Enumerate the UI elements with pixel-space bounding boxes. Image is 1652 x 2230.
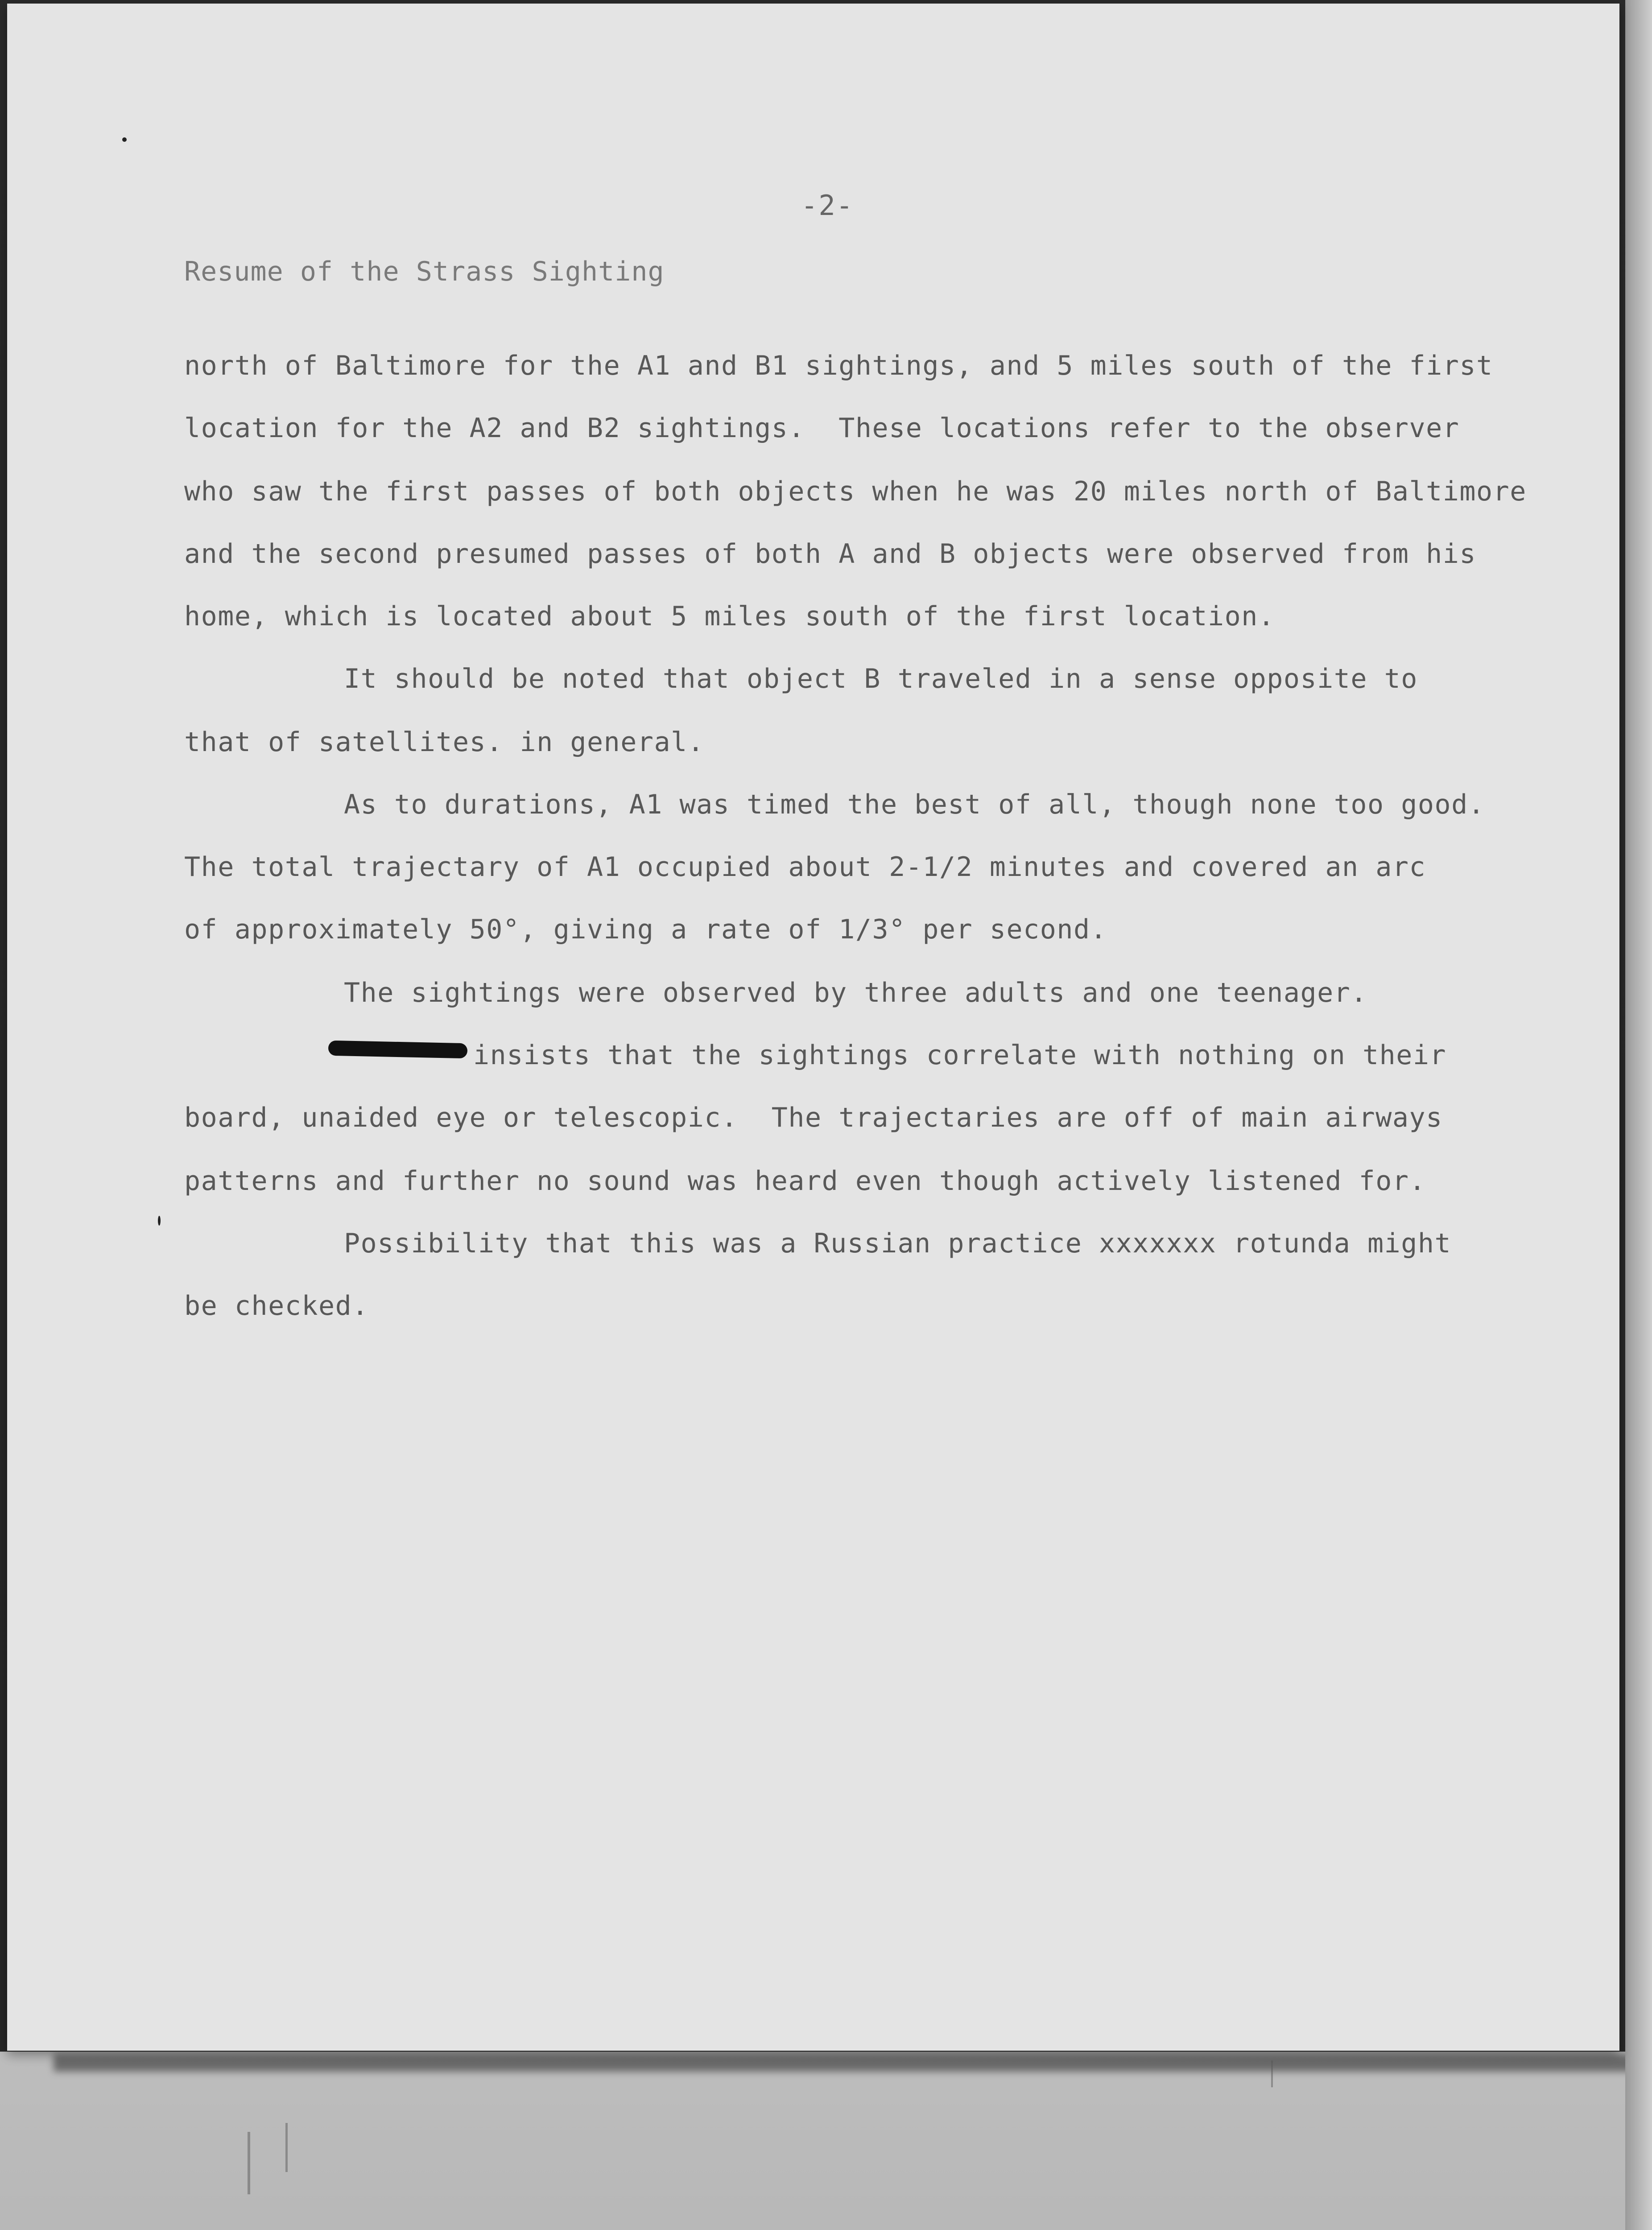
backing-scratch — [1271, 2061, 1273, 2087]
body-line: The total trajectary of A1 occupied about 2-1/2 minutes and covered an arc — [184, 851, 1426, 883]
body-line: be checked. — [184, 1290, 369, 1321]
right-edge-strip — [1625, 0, 1652, 2230]
body-line: and the second presumed passes of both A and B objects were observed from his — [184, 538, 1476, 570]
body-line: of approximately 50°, giving a rate of 1/3° per second. — [184, 914, 1107, 945]
redaction-mark — [328, 1041, 468, 1059]
document-page — [7, 4, 1619, 2051]
body-line: patterns and further no sound was heard even though actively listened for. — [184, 1165, 1426, 1197]
body-line: Possibility that this was a Russian practice xxxxxxx rotunda might — [344, 1228, 1452, 1259]
backing-scratch — [285, 2123, 288, 2172]
body-line: location for the A2 and B2 sightings. These locations refer to the observer — [184, 413, 1460, 444]
body-line: board, unaided eye or telescopic. The trajectaries are off of main airways — [184, 1102, 1443, 1133]
page-number: -2- — [801, 189, 854, 222]
paper-shadow — [54, 2054, 1650, 2072]
body-line: home, which is located about 5 miles south of the first location. — [184, 601, 1275, 632]
body-line: The sightings were observed by three adults and one teenager. — [344, 977, 1368, 1008]
body-line: As to durations, A1 was timed the best of all, though none too good. — [344, 789, 1485, 820]
body-line: north of Baltimore for the A1 and B1 sightings, and 5 miles south of the first — [184, 350, 1493, 381]
document-heading: Resume of the Strass Sighting — [184, 256, 665, 287]
dust-speck — [122, 137, 127, 142]
body-line: who saw the first passes of both objects when he was 20 miles north of Baltimore — [184, 476, 1527, 507]
body-line: that of satellites. in general. — [184, 727, 705, 758]
backing-scratch — [248, 2132, 250, 2194]
body-line: It should be noted that object B traveled in a sense opposite to — [344, 663, 1418, 694]
body-line: insists that the sightings correlate with nothing on their — [473, 1040, 1447, 1071]
dust-speck — [158, 1216, 161, 1226]
